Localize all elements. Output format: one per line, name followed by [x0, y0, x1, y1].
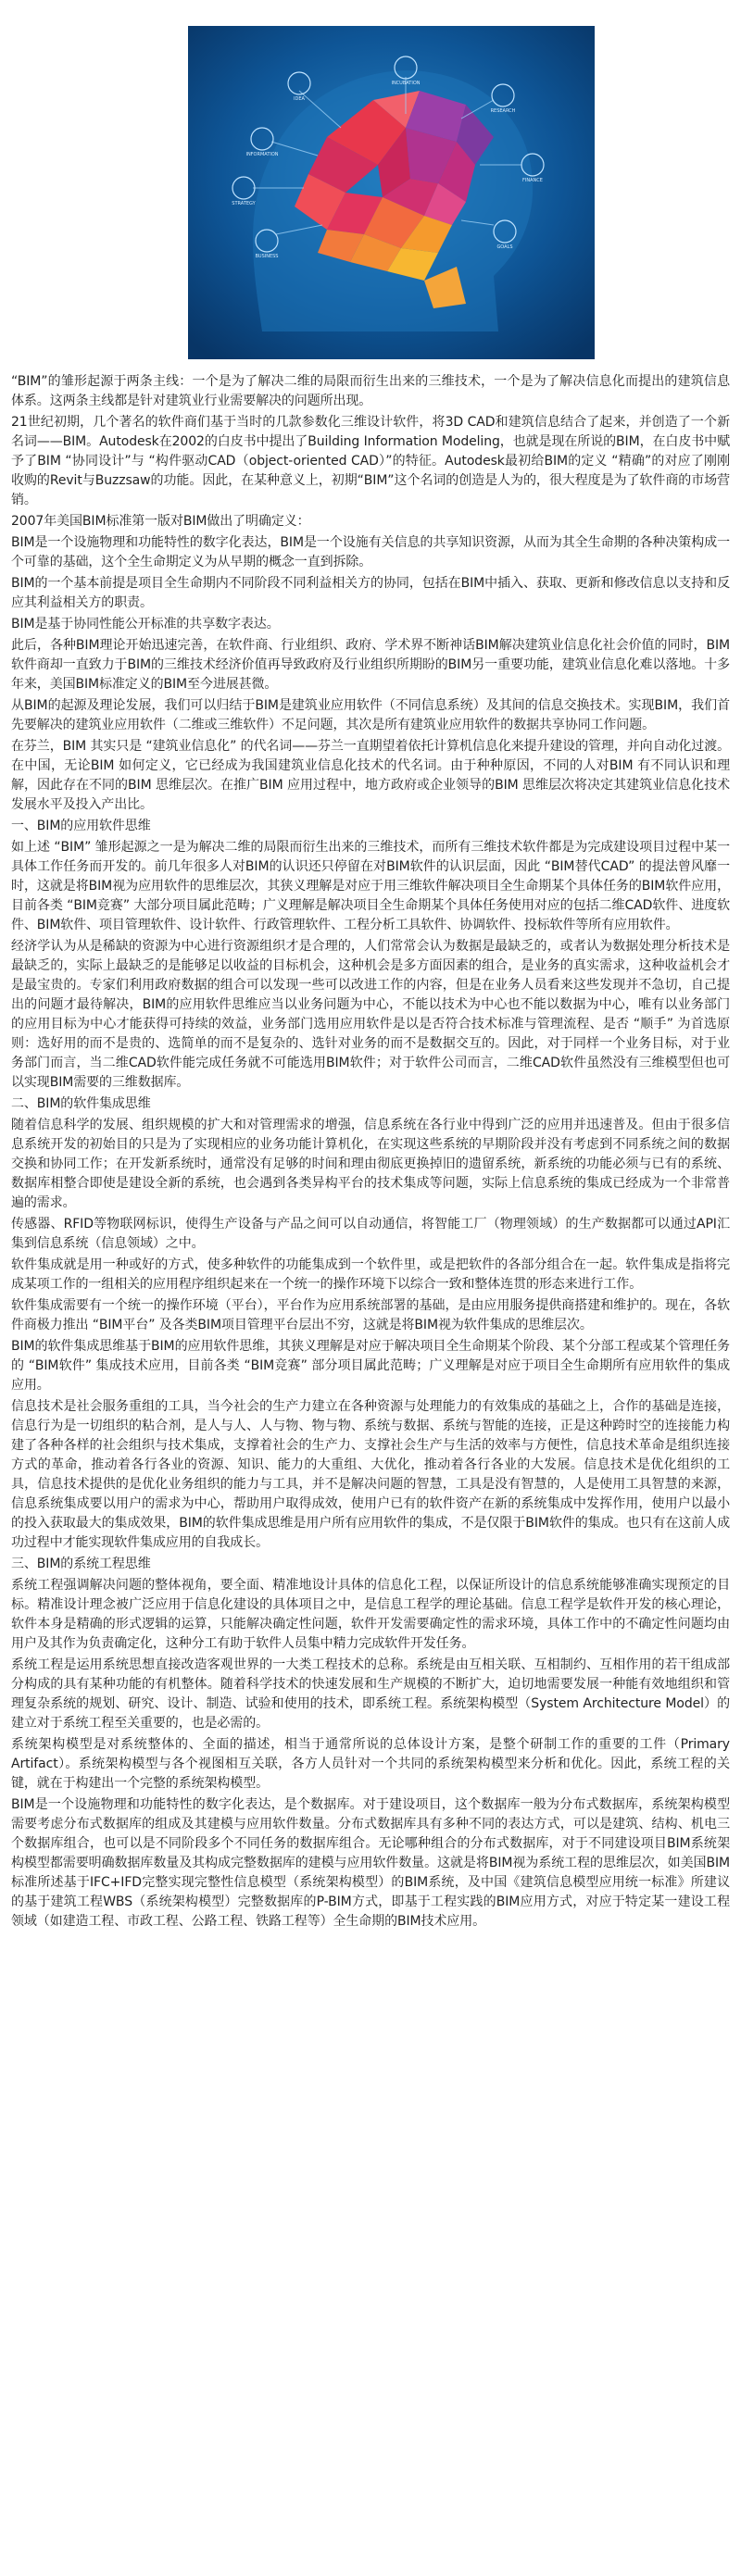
paragraph-finland-china: 在芬兰，BIM 其实只是 “建筑业信息化” 的代名词——芬兰一直期望着依托计算机信息化来提升建设的管理，并向自动化过渡。在中国，无论BIM 如何定义，它已经成为我国建筑业信息化技术的代名词。由于种种原因，不同的人对BIM 有不同认识和理解，因此存在不同的BIM 思维层次。在推广BIM 应用过程中，地方政府或企业领导的BIM 思维层次将决定其建筑业信息化技术发展水平及投入产出比。	[11, 739, 730, 812]
hero-image-brain-illustration	[188, 26, 595, 359]
icon-label-goals: GOALS	[496, 244, 513, 250]
paragraph-architecture-model: 系统架构模型是对系统整体的、全面的描述，相当于通常所说的总体设计方案，是整个研制工作的重要的工件（Primary Artifact）。系统架构模型与各个视图相互关联，各方人员针对一个共同的系统架构模型来分析和优化。因此，系统工程的关键，就在于构建出一个完整的系统架构模型。	[11, 1737, 730, 1791]
icon-label-research: RESEARCH	[490, 108, 516, 114]
article-body	[11, 372, 730, 1933]
paragraph-integration-scope: BIM的软件集成思维基于BIM的应用软件思维，其狭义理解是对应于解决项目全生命期某个阶段、某个分部工程或某个管理任务的 “BIM软件” 集成技术应用，目前各类 “BIM竞赛” 部分项目属此范畴；广义理解是对应于项目全生命期所有应用软件的集成应用。	[11, 1339, 730, 1393]
paragraph-bim-origin: “BIM”的雏形起源于两条主线：一个是为了解决二维的局限而衍生出来的三维技术，一个是为了解决信息化而提出的建筑信息体系。这两条主线都是针对建筑业行业需要解决的问题所出现。	[11, 374, 730, 408]
paragraph-platform: 软件集成需要有一个统一的操作环境（平台），平台作为应用系统部署的基础，是由应用服务提供商搭建和维护的。现在，各软件商极力推出 “BIM平台” 及各类BIM项目管理平台层出不穷，这就是将BIM视为软件集成的思维层次。	[11, 1298, 730, 1332]
paragraph-sensors-rfid: 传感器、RFID等物联网标识，使得生产设备与产品之间可以自动通信，将智能工厂（物理领域）的生产数据都可以通过API汇集到信息系统（信息领域）之中。	[11, 1217, 730, 1251]
icon-label-incubation: INCUBATION	[391, 81, 421, 86]
paragraph-bim-origin-summary: 从BIM的起源及理论发展，我们可以归结于BIM是建筑业应用软件（不同信息系统）及其间的信息交换技术。实现BIM，我们首先要解决的建筑业应用软件（二维或三维软件）不足问题，其次是所有建筑业应用软件的数据共享协同工作问题。	[11, 698, 730, 732]
section-heading-systems-engineering: 三、BIM的系统工程思维	[11, 1557, 151, 1571]
paragraph-information-technology: 信息技术是社会服务重组的工具，当今社会的生产力建立在各种资源与处理能力的有效集成的基础之上，合作的基础是连接，信息行为是一切组织的粘合剂，是人与人、人与物、物与物、系统与数据、系统与智能的连接，正是这种跨时空的连接能力构建了各种各样的社会组织与技术集成，支撑着社会的生产力、支撑社会生产与生活的效率与方便性，信息技术革命是组织连接方式的革命，推动着各行各业的资源、知识、能力的大重组、大优化，推动着各行各业的大发展。信息技术是优化组织的工具，信息技术提供的是优化业务组织的能力与工具，并不是解决问题的智慧，工具是没有智慧的，人是使用工具智慧的来源，信息系统集成要以用户的需求为中心，帮助用户取得成效，使用户已有的软件资产在新的系统集成中发挥作用，使用户以最小的投入获取最大的集成效果，BIM的软件集成思维是用户所有应用软件的集成，不是仅限于BIM软件的集成。也只有在这前人成功过程中才能实现软件集成应用的自我成长。	[11, 1399, 730, 1550]
paragraph-software-integration: 软件集成就是用一种或好的方式，使多种软件的功能集成到一个软件里，或是把软件的各部分组合在一起。软件集成是指将完成某项工作的一组相关的应用程序组织起来在一个统一的操作环境下以综合一致和整体连贯的形态来进行工作。	[11, 1257, 730, 1292]
brain-illustration-svg	[188, 26, 595, 359]
paragraph-definition-3: BIM是基于协同性能公开标准的共享数字表达。	[11, 617, 280, 631]
paragraph-software-thinking: 如上述 “BIM” 雏形起源之一是为解决二维的局限而衍生出来的三维技术，而所有三维技术软件都是为完成建设项目过程中某一具体工作任务而开发的。前几年很多人对BIM的认识还只停留在对BIM软件的认识层面，因此 “BIM替代CAD” 的提法曾风靡一时，这就是将BIM视为应用软件的思维层次，其狭义理解是对应于用三维软件解决项目全生命期某个具体任务的BIM软件应用，目前各类 “BIM竞赛” 大部分项目属此范畴；广义理解是解决项目全生命期某个具体任务使用对应的包括二维CAD软件、进度软件、BIM软件、项目管理软件、设计软件、行政管理软件、工程分析工具软件、协调软件、投标软件等所有应用软件。	[11, 840, 730, 932]
icon-label-information: INFORMATION	[245, 152, 279, 157]
paragraph-bim-database: BIM是一个设施物理和功能特性的数字化表达，是个数据库。对于建设项目，这个数据库一般为分布式数据库，系统架构模型需要考虑分布式数据库的组成及其建模与应用软件数量。分布式数据库具有多种不同的表达方式，可以是建筑、结构、机电三个数据库组合，也可以是不同阶段多个不同任务的数据库组合。无论哪种组合的分布式数据库，对于不同建设项目BIM系统架构模型都需要明确数据库数量及其构成完整数据库的建模与应用软件数量。这就是将BIM视为系统工程的思维层次，如美国BIM标准所述基于IFC+IFD完整实现完整性信息模型（系统架构模型）的BIM系统，及中国《建筑信息模型应用统一标准》所建议的基于建筑工程WBS（系统架构模型）完整数据库的P-BIM方式，即基于工程实践的BIM应用方式，对应于特定某一建设工程领域（如建造工程、市政工程、公路工程、铁路工程等）全生命期的BIM技术应用。	[11, 1797, 730, 1929]
paragraph-us-standard-intro: 2007年美国BIM标准第一版对BIM做出了明确定义：	[11, 514, 310, 529]
icon-label-strategy: STRATEGY	[232, 201, 256, 206]
paragraph-theory-development: 此后，各种BIM理论开始迅速完善，在软件商、行业组织、政府、学术界不断神话BIM解决建筑业信息化社会价值的同时，BIM软件商却一直致力于BIM的三维技术经济价值再导致政府及行业组织所期盼的BIM另一重要功能，建筑业信息化难以落地。十多年来，美国BIM标准定义的BIM至今进展甚微。	[11, 638, 730, 692]
paragraph-definition-2: BIM的一个基本前提是项目全生命期内不同阶段不同利益相关方的协同，包括在BIM中插入、获取、更新和修改信息以支持和反应其利益相关方的职责。	[11, 576, 730, 610]
icon-label-business: BUSINESS	[255, 254, 279, 259]
icon-label-idea: IDEA	[294, 96, 305, 102]
paragraph-information-systems: 随着信息科学的发展、组织规模的扩大和对管理需求的增强，信息系统在各行业中得到广泛的应用并迅速普及。但由于很多信息系统开发的初始目的只是为了实现相应的业务功能计算机化，在实现这些系统的早期阶段并没有考虑到不同系统之间的数据交换和协同工作；在开发新系统时，通常没有足够的时间和理由彻底更换掉旧的遗留系统，新系统的功能必须与已有的系统、数据库相整合即使是建设全新的系统，也会遇到各类异构平台的技术集成等问题，实际上信息系统的集成已经成为一个非常普遍的需求。	[11, 1118, 730, 1210]
paragraph-economics: 经济学认为从是稀缺的资源为中心进行资源组织才是合理的，人们常常会认为数据是最缺乏的，或者认为数据处理分析技术是最缺乏的，实际上最缺乏的是能够足以收益的目标机会，这种机会是多方面因素的组合，是业务的真实需求，这种收益机会才是最宝贵的。专家们利用政府数据的组合可以发现一些可以改进工作的内容，但是在业务人员看来这些发现并不急切，自己提出的问题才最待解决，BIM的应用软件思维应当以业务问题为中心，不能以技术为中心也不能以数据为中心，唯有以业务部门的应用目标为中心才能获得可持续的效益，业务部门选用应用软件是以是否符合技术标准与管理流程、是否 “顺手” 为首选原则：选好用的而不是贵的、选简单的而不是复杂的、选针对业务的而不是数据交互的。因此，对于同样一个业务目标，对于业务部门而言，当二维CAD软件能完成任务就不可能选用BIM软件；对于软件公司而言，二维CAD软件虽然没有三维模型但也可以实现BIM需要的三维数据库。	[11, 939, 730, 1090]
paragraph-21st-century: 21世纪初期，几个著名的软件商们基于当时的几款参数化三维设计软件，将3D CAD和建筑信息结合了起来，并创造了一个新名词——BIM。Autodesk在2002的白皮书中提出了Building Information Modeling，也就是现在所说的BIM，在白皮书中赋予了BIM “协同设计”与 “构件驱动CAD（object-oriented CAD）”的特征。Autodesk最初给BIM的定义 “精确”的对应了刚刚收购的Revit与Buzzsaw的功能。因此，在某种意义上，初期“BIM”这个名词的创造是人为的，很大程度是为了软件商的市场营销。	[11, 415, 730, 507]
section-heading-integration-thinking: 二、BIM的软件集成思维	[11, 1096, 151, 1111]
paragraph-systems-engineering-view: 系统工程强调解决问题的整体视角，要全面、精准地设计具体的信息化工程，以保证所设计的信息系统能够准确实现预定的目标。精准设计理念被广泛应用于信息化建设的具体项目之中，是信息工程学的理论基础。信息工程学是软件开发的核心理论，软件本身是精确的形式逻辑的运算，只能解决确定性问题，软件开发需要确定性的需求环境，具体工作中的不确定性问题均由用户及其作为负责确定化，这种分工有助于软件人员集中精力完成软件开发任务。	[11, 1578, 730, 1651]
paragraph-systems-engineering-definition: 系统工程是运用系统思想直接改造客观世界的一大类工程技术的总称。系统是由互相关联、互相制约、互相作用的若干组成部分构成的具有某种功能的有机整体。随着科学技术的快速发展和生产规模的不断扩大，迫切地需要发展一种能有效地组织和管理复杂系统的规划、研究、设计、制造、试验和使用的技术，即系统工程。系统架构模型（System Architecture Model）的建立对于系统工程至关重要的，也是必需的。	[11, 1657, 730, 1731]
paragraph-definition-1: BIM是一个设施物理和功能特性的数字化表达，BIM是一个设施有关信息的共享知识资源，从而为其全生命期的各种决策构成一个可靠的基础，这个全生命期定义为从早期的概念一直到拆除。	[11, 535, 730, 569]
icon-label-finance: FINANCE	[522, 178, 543, 183]
section-heading-software-thinking: 一、BIM的应用软件思维	[11, 819, 151, 833]
